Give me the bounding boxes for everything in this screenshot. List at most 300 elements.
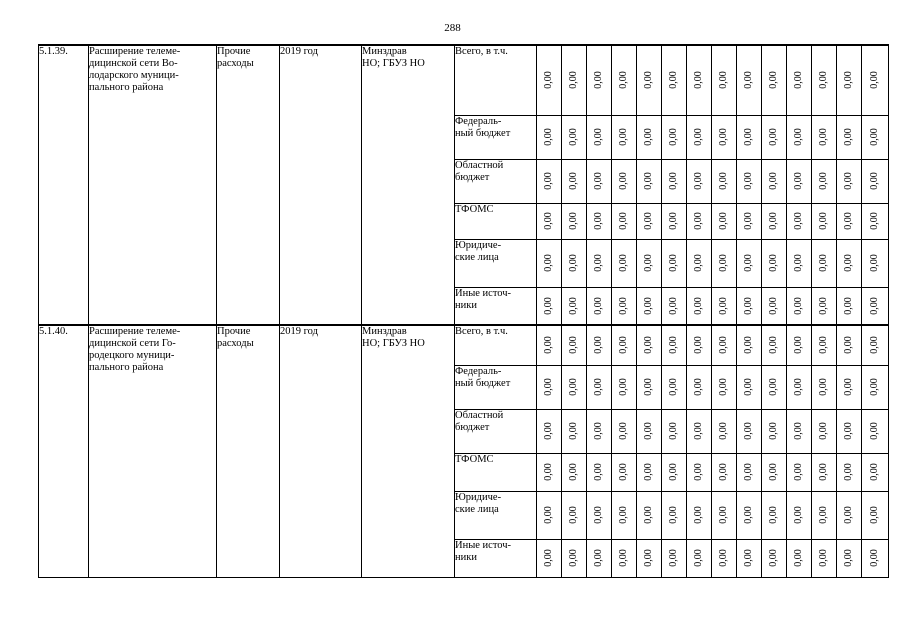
value-cell [662, 491, 687, 539]
value-cell [637, 325, 662, 365]
value-cell [862, 453, 889, 491]
value-cell [812, 409, 837, 453]
value-cell [562, 115, 587, 159]
value-cell [837, 239, 862, 287]
value-text: 0,00 [668, 463, 679, 481]
value-cell [637, 409, 662, 453]
value-text: 0,00 [568, 297, 579, 315]
table-row [39, 45, 889, 115]
value-text: 0,00 [643, 549, 654, 567]
value-cell [737, 365, 762, 409]
value-cell [687, 365, 712, 409]
value-cell [787, 491, 812, 539]
value-text: 0,00 [743, 378, 754, 396]
value-cell [837, 539, 862, 577]
value-text: 0,00 [843, 172, 854, 190]
value-cell [662, 409, 687, 453]
value-text: 0,00 [843, 128, 854, 146]
value-cell [712, 453, 737, 491]
value-cell [812, 325, 837, 365]
value-cell [837, 115, 862, 159]
value-text: 0,00 [818, 254, 829, 272]
value-text: 0,00 [718, 297, 729, 315]
value-text: 0,00 [643, 212, 654, 230]
value-cell [687, 287, 712, 325]
value-text: 0,00 [643, 463, 654, 481]
value-cell [587, 159, 612, 203]
value-text: 0,00 [593, 71, 604, 89]
value-text: 0,00 [543, 212, 554, 230]
value-text: 0,00 [869, 422, 880, 440]
value-text: 0,00 [643, 378, 654, 396]
value-cell [737, 115, 762, 159]
value-text: 0,00 [768, 212, 779, 230]
funding-source-label: Юридиче- ские лица [455, 491, 537, 539]
value-cell [637, 539, 662, 577]
value-cell [787, 409, 812, 453]
value-cell [712, 491, 737, 539]
value-cell [787, 539, 812, 577]
value-cell [812, 203, 837, 239]
value-text: 0,00 [843, 422, 854, 440]
value-text: 0,00 [869, 549, 880, 567]
value-cell [562, 239, 587, 287]
value-text: 0,00 [718, 71, 729, 89]
value-text: 0,00 [768, 506, 779, 524]
value-text: 0,00 [693, 297, 704, 315]
value-text: 0,00 [718, 378, 729, 396]
value-cell [612, 115, 637, 159]
value-cell [862, 365, 889, 409]
value-cell [712, 203, 737, 239]
row-executor: Минздрав НО; ГБУЗ НО [362, 325, 455, 577]
value-text: 0,00 [693, 506, 704, 524]
value-text: 0,00 [793, 212, 804, 230]
value-cell [662, 45, 687, 115]
value-cell [837, 365, 862, 409]
value-text: 0,00 [818, 422, 829, 440]
value-text: 0,00 [793, 254, 804, 272]
funding-source-label: Областной бюджет [455, 409, 537, 453]
value-text: 0,00 [869, 336, 880, 354]
row-year: 2019 год [280, 325, 362, 577]
page-number: 288 [444, 22, 461, 34]
value-text: 0,00 [568, 549, 579, 567]
value-cell [612, 287, 637, 325]
value-cell [837, 453, 862, 491]
value-text: 0,00 [618, 422, 629, 440]
value-text: 0,00 [869, 297, 880, 315]
value-cell [812, 491, 837, 539]
funding-source-label: Иные источ- ники [455, 539, 537, 577]
value-cell [687, 203, 712, 239]
value-text: 0,00 [618, 463, 629, 481]
value-text: 0,00 [593, 463, 604, 481]
value-cell [637, 365, 662, 409]
value-cell [787, 203, 812, 239]
value-text: 0,00 [618, 378, 629, 396]
value-text: 0,00 [643, 128, 654, 146]
value-text: 0,00 [543, 71, 554, 89]
value-cell [612, 203, 637, 239]
value-text: 0,00 [768, 172, 779, 190]
value-text: 0,00 [818, 212, 829, 230]
value-text: 0,00 [593, 422, 604, 440]
value-text: 0,00 [668, 549, 679, 567]
value-cell [787, 159, 812, 203]
value-text: 0,00 [568, 463, 579, 481]
value-text: 0,00 [793, 172, 804, 190]
value-text: 0,00 [643, 172, 654, 190]
value-text: 0,00 [869, 463, 880, 481]
value-cell [587, 325, 612, 365]
value-text: 0,00 [618, 254, 629, 272]
value-cell [737, 491, 762, 539]
value-text: 0,00 [818, 336, 829, 354]
value-cell [587, 491, 612, 539]
value-text: 0,00 [543, 254, 554, 272]
value-cell [812, 365, 837, 409]
value-text: 0,00 [793, 128, 804, 146]
value-text: 0,00 [668, 506, 679, 524]
value-cell [787, 45, 812, 115]
value-cell [637, 203, 662, 239]
value-cell [737, 203, 762, 239]
value-text: 0,00 [543, 297, 554, 315]
value-text: 0,00 [793, 422, 804, 440]
value-text: 0,00 [843, 212, 854, 230]
value-cell [762, 239, 787, 287]
value-cell [862, 159, 889, 203]
value-cell [662, 239, 687, 287]
value-text: 0,00 [568, 254, 579, 272]
value-text: 0,00 [843, 463, 854, 481]
value-cell [787, 453, 812, 491]
value-cell [737, 453, 762, 491]
value-text: 0,00 [693, 128, 704, 146]
value-cell [837, 45, 862, 115]
value-text: 0,00 [618, 71, 629, 89]
value-text: 0,00 [843, 254, 854, 272]
value-cell [862, 325, 889, 365]
value-text: 0,00 [568, 378, 579, 396]
value-cell [762, 203, 787, 239]
value-text: 0,00 [693, 336, 704, 354]
value-cell [712, 239, 737, 287]
value-text: 0,00 [743, 297, 754, 315]
value-text: 0,00 [843, 506, 854, 524]
value-text: 0,00 [668, 422, 679, 440]
value-text: 0,00 [543, 422, 554, 440]
value-text: 0,00 [643, 71, 654, 89]
value-cell [587, 409, 612, 453]
value-cell [612, 453, 637, 491]
value-cell [862, 287, 889, 325]
value-cell [537, 239, 562, 287]
value-cell [687, 325, 712, 365]
value-cell [587, 115, 612, 159]
value-cell [837, 203, 862, 239]
value-text: 0,00 [718, 336, 729, 354]
value-text: 0,00 [643, 506, 654, 524]
value-cell [862, 115, 889, 159]
value-text: 0,00 [568, 506, 579, 524]
value-text: 0,00 [568, 71, 579, 89]
value-text: 0,00 [593, 378, 604, 396]
value-cell [637, 453, 662, 491]
value-cell [762, 325, 787, 365]
value-text: 0,00 [743, 506, 754, 524]
value-cell [562, 203, 587, 239]
value-cell [537, 365, 562, 409]
value-cell [662, 115, 687, 159]
value-cell [662, 539, 687, 577]
value-cell [562, 409, 587, 453]
value-text: 0,00 [743, 212, 754, 230]
value-cell [562, 287, 587, 325]
value-cell [787, 365, 812, 409]
value-text: 0,00 [869, 506, 880, 524]
value-text: 0,00 [668, 172, 679, 190]
value-text: 0,00 [743, 422, 754, 440]
value-cell [612, 239, 637, 287]
value-cell [762, 539, 787, 577]
value-cell [562, 491, 587, 539]
value-cell [537, 491, 562, 539]
value-text: 0,00 [643, 336, 654, 354]
value-text: 0,00 [668, 297, 679, 315]
value-cell [587, 287, 612, 325]
value-text: 0,00 [693, 463, 704, 481]
value-cell [662, 453, 687, 491]
row-name: Расширение телеме- дицинской сети Го- родецкого муници- пального района [89, 325, 217, 577]
value-cell [612, 365, 637, 409]
funding-source-label: Юридиче- ские лица [455, 239, 537, 287]
value-text: 0,00 [869, 212, 880, 230]
value-cell [612, 409, 637, 453]
value-text: 0,00 [768, 336, 779, 354]
value-cell [762, 491, 787, 539]
value-cell [862, 239, 889, 287]
value-cell [562, 45, 587, 115]
value-cell [612, 159, 637, 203]
value-text: 0,00 [793, 549, 804, 567]
value-text: 0,00 [543, 506, 554, 524]
value-cell [537, 409, 562, 453]
value-cell [812, 239, 837, 287]
value-cell [637, 287, 662, 325]
value-text: 0,00 [818, 506, 829, 524]
value-cell [662, 203, 687, 239]
row-code: 5.1.39. [39, 45, 89, 325]
value-text: 0,00 [693, 172, 704, 190]
value-cell [812, 45, 837, 115]
value-cell [737, 287, 762, 325]
value-text: 0,00 [618, 336, 629, 354]
value-text: 0,00 [568, 212, 579, 230]
row-name: Расширение телеме- дицинской сети Во- лодарского муници- пального района [89, 45, 217, 325]
value-cell [612, 491, 637, 539]
value-cell [737, 45, 762, 115]
value-cell [812, 115, 837, 159]
value-text: 0,00 [818, 297, 829, 315]
value-cell [562, 365, 587, 409]
value-cell [737, 409, 762, 453]
value-text: 0,00 [793, 71, 804, 89]
value-text: 0,00 [668, 128, 679, 146]
value-text: 0,00 [793, 297, 804, 315]
value-cell [812, 159, 837, 203]
value-text: 0,00 [869, 71, 880, 89]
value-text: 0,00 [793, 506, 804, 524]
value-text: 0,00 [743, 463, 754, 481]
value-text: 0,00 [593, 212, 604, 230]
value-text: 0,00 [869, 378, 880, 396]
value-cell [862, 539, 889, 577]
value-text: 0,00 [768, 297, 779, 315]
value-cell [812, 453, 837, 491]
row-year: 2019 год [280, 45, 362, 325]
value-cell [637, 159, 662, 203]
value-cell [712, 325, 737, 365]
value-text: 0,00 [818, 128, 829, 146]
value-text: 0,00 [543, 172, 554, 190]
value-cell [662, 159, 687, 203]
row-expense-type: Прочие расходы [217, 45, 280, 325]
value-text: 0,00 [843, 549, 854, 567]
value-text: 0,00 [768, 254, 779, 272]
value-cell [612, 325, 637, 365]
value-text: 0,00 [718, 549, 729, 567]
value-cell [687, 539, 712, 577]
value-cell [762, 287, 787, 325]
value-cell [837, 325, 862, 365]
value-cell [587, 239, 612, 287]
value-cell [712, 45, 737, 115]
value-cell [737, 159, 762, 203]
value-text: 0,00 [743, 549, 754, 567]
value-text: 0,00 [543, 549, 554, 567]
value-cell [737, 539, 762, 577]
value-text: 0,00 [668, 378, 679, 396]
funding-source-label: Федераль- ный бюджет [455, 115, 537, 159]
value-text: 0,00 [593, 336, 604, 354]
value-text: 0,00 [768, 463, 779, 481]
value-cell [637, 115, 662, 159]
value-cell [637, 45, 662, 115]
value-cell [687, 239, 712, 287]
value-text: 0,00 [568, 172, 579, 190]
value-cell [562, 539, 587, 577]
value-cell [812, 539, 837, 577]
value-text: 0,00 [543, 336, 554, 354]
value-cell [562, 159, 587, 203]
value-cell [562, 325, 587, 365]
value-text: 0,00 [643, 297, 654, 315]
value-text: 0,00 [643, 254, 654, 272]
value-text: 0,00 [693, 549, 704, 567]
value-cell [537, 203, 562, 239]
value-text: 0,00 [643, 422, 654, 440]
value-text: 0,00 [768, 422, 779, 440]
value-cell [787, 239, 812, 287]
value-cell [712, 365, 737, 409]
value-cell [712, 409, 737, 453]
value-text: 0,00 [843, 297, 854, 315]
value-text: 0,00 [768, 549, 779, 567]
value-text: 0,00 [743, 336, 754, 354]
value-text: 0,00 [743, 71, 754, 89]
value-cell [687, 453, 712, 491]
value-cell [537, 115, 562, 159]
value-text: 0,00 [843, 378, 854, 396]
value-cell [712, 539, 737, 577]
value-text: 0,00 [818, 463, 829, 481]
value-text: 0,00 [593, 254, 604, 272]
value-text: 0,00 [543, 128, 554, 146]
row-code: 5.1.40. [39, 325, 89, 577]
value-cell [562, 453, 587, 491]
value-text: 0,00 [618, 506, 629, 524]
funding-source-label: Всего, в т.ч. [455, 45, 537, 115]
value-text: 0,00 [668, 212, 679, 230]
value-cell [537, 287, 562, 325]
value-text: 0,00 [818, 172, 829, 190]
funding-source-label: ТФОМС [455, 453, 537, 491]
value-text: 0,00 [543, 378, 554, 396]
value-cell [687, 115, 712, 159]
row-expense-type: Прочие расходы [217, 325, 280, 577]
value-cell [787, 325, 812, 365]
funding-source-label: Федераль- ный бюджет [455, 365, 537, 409]
value-text: 0,00 [593, 128, 604, 146]
value-cell [812, 287, 837, 325]
value-text: 0,00 [743, 172, 754, 190]
value-cell [612, 539, 637, 577]
value-cell [787, 115, 812, 159]
value-cell [862, 409, 889, 453]
value-text: 0,00 [593, 506, 604, 524]
value-text: 0,00 [718, 128, 729, 146]
funding-source-label: ТФОМС [455, 203, 537, 239]
value-cell [762, 115, 787, 159]
value-text: 0,00 [618, 172, 629, 190]
value-cell [637, 491, 662, 539]
value-text: 0,00 [618, 297, 629, 315]
value-text: 0,00 [668, 71, 679, 89]
value-text: 0,00 [693, 71, 704, 89]
value-cell [862, 491, 889, 539]
value-cell [537, 539, 562, 577]
value-cell [762, 45, 787, 115]
value-cell [712, 287, 737, 325]
value-cell [662, 325, 687, 365]
value-text: 0,00 [693, 422, 704, 440]
value-text: 0,00 [693, 212, 704, 230]
value-text: 0,00 [743, 128, 754, 146]
value-cell [587, 539, 612, 577]
value-text: 0,00 [768, 71, 779, 89]
value-cell [712, 159, 737, 203]
value-cell [662, 287, 687, 325]
value-text: 0,00 [793, 463, 804, 481]
value-cell [762, 365, 787, 409]
value-text: 0,00 [618, 212, 629, 230]
value-cell [837, 491, 862, 539]
table-row [39, 325, 889, 365]
value-cell [862, 203, 889, 239]
value-text: 0,00 [668, 254, 679, 272]
